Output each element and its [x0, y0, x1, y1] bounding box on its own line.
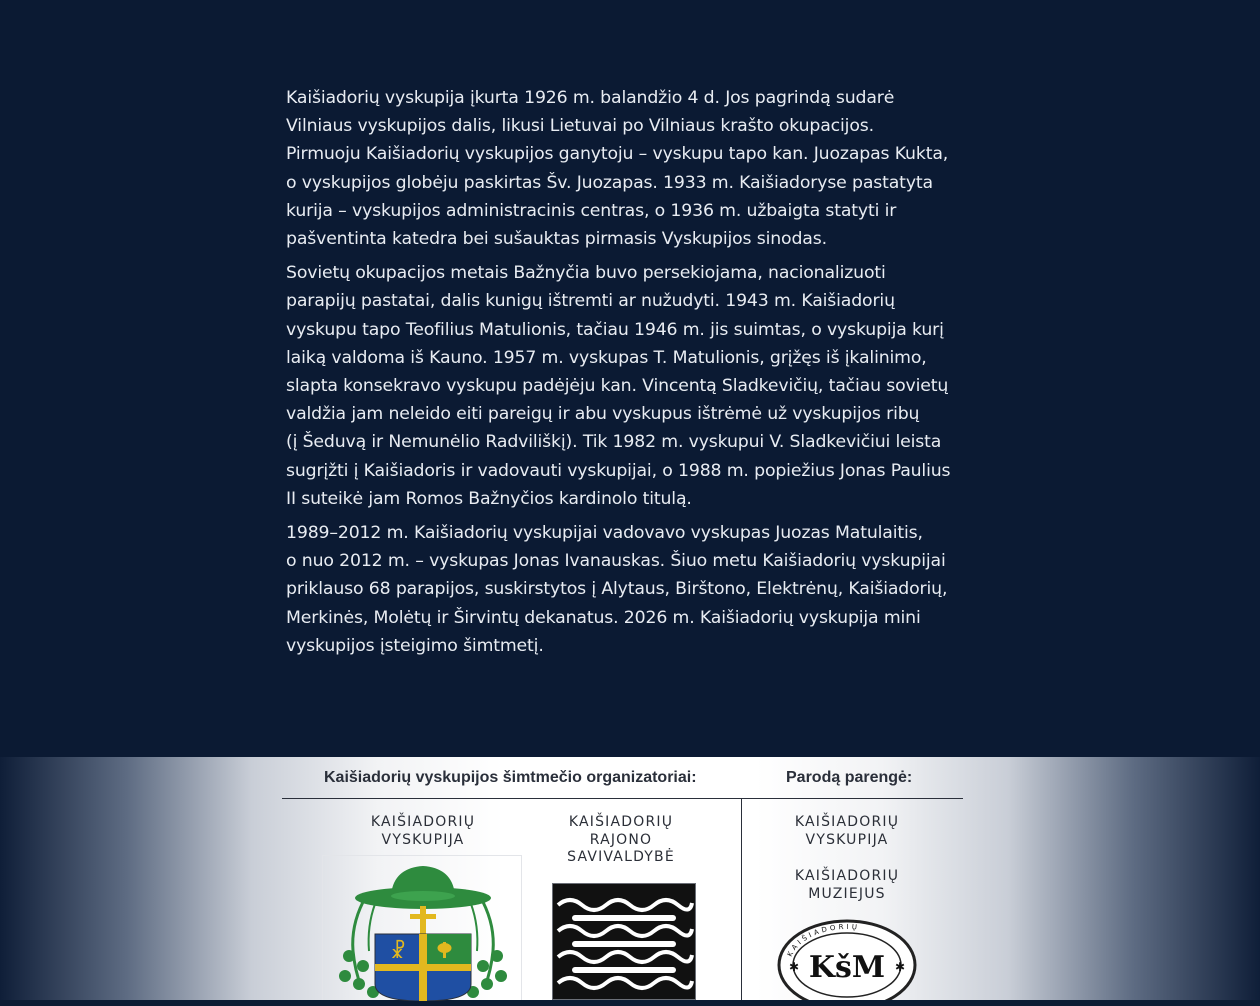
organizer-municipality-label: KAIŠIADORIŲ RAJONO SAVIVALDYBĖ [567, 814, 675, 865]
municipality-coat-of-arms-icon [552, 883, 696, 1000]
museum-logo-icon [776, 919, 918, 1000]
organizer-diocese-label: KAIŠIADORIŲ VYSKUPIJA [370, 814, 476, 848]
prepared-by-heading: Parodą parengė: [786, 769, 913, 786]
divider-vertical [741, 799, 742, 1000]
divider-horizontal [282, 798, 963, 799]
preparer-museum-label: KAIŠIADORIŲ MUZIEJUS [794, 868, 900, 902]
svg-text:✱: ✱ [894, 960, 906, 974]
paragraph-1: Kaišiadorių vyskupija įkurta 1926 m. balandžio 4 d. Jos pagrindą sudarė Vilniaus vyskupijos dalis, likusi Lietuvai po Vilniaus krašto okupacijos. Pirmuoju Kaišiadorių vyskupijos ganytoju – vyskupu tapo kan. Juozapas Kukta, o vyskupijos globėju paskirtas Šv. Juozapas. 1933 m. Kaišiadoryse pastatyta kurija – vyskupijos administracinis centras, o 1936 m. užbaigta statyti ir pašventinta katedra bei sušauktas pirmasis Vyskupijos sinodas. [286, 88, 949, 250]
svg-text:✱: ✱ [788, 960, 800, 974]
paragraph-2: Sovietų okupacijos metais Bažnyčia buvo persekiojama, nacionalizuoti parapijų pastatai, dalis kunigų ištremti ar nužudyti. 1943 m. Kaišiadorių vyskupu tapo Teofilius Matulionis, tačiau 1946 m. jis suimtas, o vyskupija kurį laiką valdoma iš Kauno. 1957 m. vyskupas T. Matulionis, grįžęs iš įkalinimo, slapta konsekravo vyskupu padėjėju kan. Vincentą Sladkevičių, tačiau sovietų valdžia jam neleido eiti pareigų ir abu vyskupus ištrėmė už vyskupijos ribų (į Šeduvą ir Nemunėlio Radviliškį). Tik 1982 m. vyskupui V. Sladkevičiui leista sugrįžti į Kaišiadoris ir vadovauti vyskupijai, o 1988 m. popiežius Jonas Paulius II suteikė jam Romos Bažnyčios kardinolo titulą. [286, 263, 951, 509]
museum-logo-text: KšM [808, 950, 886, 985]
organizers-footer [0, 757, 1260, 1000]
organizers-heading: Kaišiadorių vyskupijos šimtmečio organizatoriai: [324, 769, 697, 786]
diocese-coat-of-arms-icon [322, 855, 522, 1000]
preparer-diocese-label: KAIŠIADORIŲ VYSKUPIJA [794, 814, 900, 848]
svg-text:☧: ☧ [390, 939, 406, 963]
paragraph-3: 1989–2012 m. Kaišiadorių vyskupijai vadovavo vyskupas Juozas Matulaitis, o nuo 2012 m. – vyskupas Jonas Ivanauskas. Šiuo metu Kaišiadorių vyskupijai priklauso 68 parapijos, suskirstytos į Alytaus, Birštono, Elektrėnų, Kaišiadorių, Merkinės, Molėtų ir Širvintų dekanatus. 2026 m. Kaišiadorių vyskupija mini vyskupijos įsteigimo šimtmetį. [286, 523, 948, 656]
svg-text:KAIŠIADORIŲ: KAIŠIADORIŲ [785, 922, 861, 959]
article-text [286, 84, 970, 666]
